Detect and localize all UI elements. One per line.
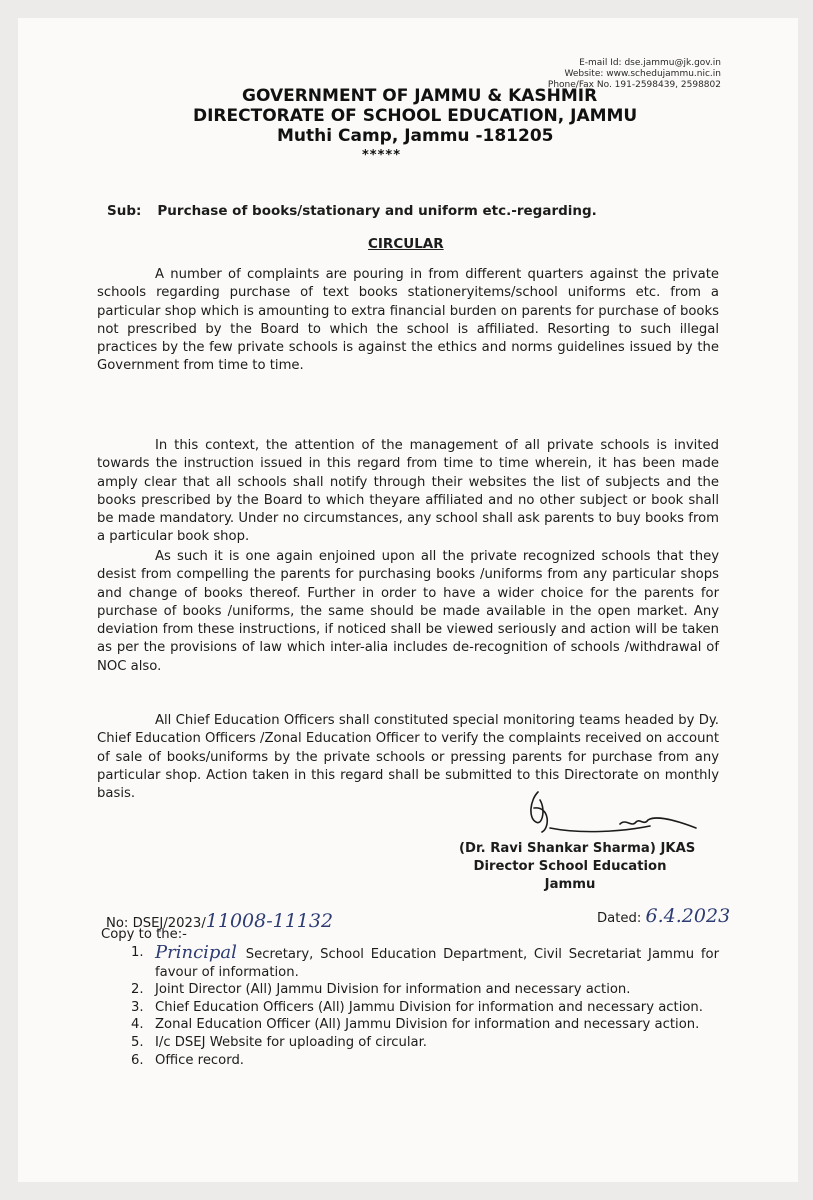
list-item-number: 4. (131, 1017, 144, 1033)
letterhead-address: Muthi Camp, Jammu -181205 (277, 126, 554, 146)
reference-prefix: No: DSEJ/2023/ (106, 916, 206, 931)
list-item-text: Chief Education Officers (All) Jammu Division for information and necessary action. (155, 999, 703, 1015)
list-item-text: Office record. (155, 1052, 245, 1068)
contact-website: Website: www.schedujammu.nic.in (564, 69, 721, 79)
list-item (131, 944, 719, 981)
letterhead-stars: ***** (362, 148, 401, 163)
dated-line (597, 905, 730, 927)
contact-phone: Phone/Fax No. 191-2598439, 2598802 (547, 80, 721, 90)
letterhead-government: GOVERNMENT OF JAMMU & KASHMIR (242, 86, 598, 106)
list-item-number: 3. (131, 999, 144, 1015)
subject-label: Sub: (107, 203, 142, 219)
subject-text: Purchase of books/stationary and uniform etc.-regarding. (157, 203, 597, 219)
dated-label: Dated: (597, 911, 642, 926)
copy-to-label: Copy to the:- (101, 927, 187, 942)
paragraph-4: All Chief Education Officers shall constituted special monitoring teams headed by Dy. Chief Education Officers /Zonal Education Officer to verify the complaints received on account of sale of books/uniforms by the private schools or pressing parents for purchase from any particular shop. Action taken in this regard shall be submitted to this Directorate on monthly basis. (97, 713, 719, 802)
handwritten-principal: Principal (155, 942, 237, 963)
subject-line (107, 203, 597, 219)
letterhead-directorate: DIRECTORATE OF SCHOOL EDUCATION, JAMMU (193, 106, 638, 126)
list-item-text: Zonal Education Officer (All) Jammu Division for information and necessary action. (155, 1017, 700, 1033)
list-item (131, 999, 719, 1017)
paragraph-1: A number of complaints are pouring in from different quarters against the private schools regarding purchase of text books stationeryitems/school uniforms etc. from a particular shop which is amounting to extra financial burden on parents for purchase of books not prescribed by the Board to which the school is affiliated. Resorting to such illegal practices by the few private schools is against the ethics and norms guidelines issued by the Government from time to time. (97, 267, 719, 374)
list-item-number: 2. (131, 982, 144, 998)
contact-email: E-mail Id: dse.jammu@jk.gov.in (579, 58, 721, 68)
list-item-body: Secretary, School Education Department, Civil Secretariat Jammu for favour of information. (155, 947, 719, 980)
copy-to-list (131, 944, 719, 1069)
signatory-designation: Director School Education (473, 859, 667, 874)
signatory-name: (Dr. Ravi Shankar Sharma) JKAS (459, 841, 696, 856)
handwritten-reference-number: 11008-11132 (205, 910, 334, 932)
signatory-place: Jammu (544, 877, 596, 892)
handwritten-date: 6.4.2023 (645, 905, 731, 927)
list-item (131, 1034, 719, 1052)
signature-scribble (520, 788, 700, 838)
list-item-text: I/c DSEJ Website for uploading of circular. (155, 1034, 428, 1050)
paragraph-2: In this context, the attention of the management of all private schools is invited towards the instruction issued in this regard from time to time wherein, it has been made amply clear that all schools shall notify through their websites the list of subjects and the books prescribed by the Board to which theyare affiliated and no other subject or book shall be made mandatory. Under no circumstances, any school shall ask parents to buy books from a particular book shop. (97, 438, 719, 545)
paragraph-3: As such it is one again enjoined upon all the private recognized schools that they desist from compelling the parents for purchasing books /uniforms from any particular shops and change of books thereof. Further in order to have a wider choice for the parents for purchase of books /uniforms, the same should be made available in the open market. Any deviation from these instructions, if noticed shall be viewed seriously and action will be taken as per the provisions of law which inter-alia includes de-recognition of schools /withdrawal of NOC also. (97, 549, 719, 674)
list-item-number: 5. (131, 1034, 144, 1050)
list-item-text (155, 944, 719, 981)
list-item-number: 1. (131, 945, 144, 960)
signatory-block (440, 840, 700, 894)
circular-title: CIRCULAR (368, 236, 444, 252)
list-item (131, 1052, 719, 1070)
list-item (131, 1016, 719, 1034)
list-item (131, 981, 719, 999)
list-item-text: Joint Director (All) Jammu Division for information and necessary action. (155, 982, 631, 998)
list-item-number: 6. (131, 1052, 144, 1068)
